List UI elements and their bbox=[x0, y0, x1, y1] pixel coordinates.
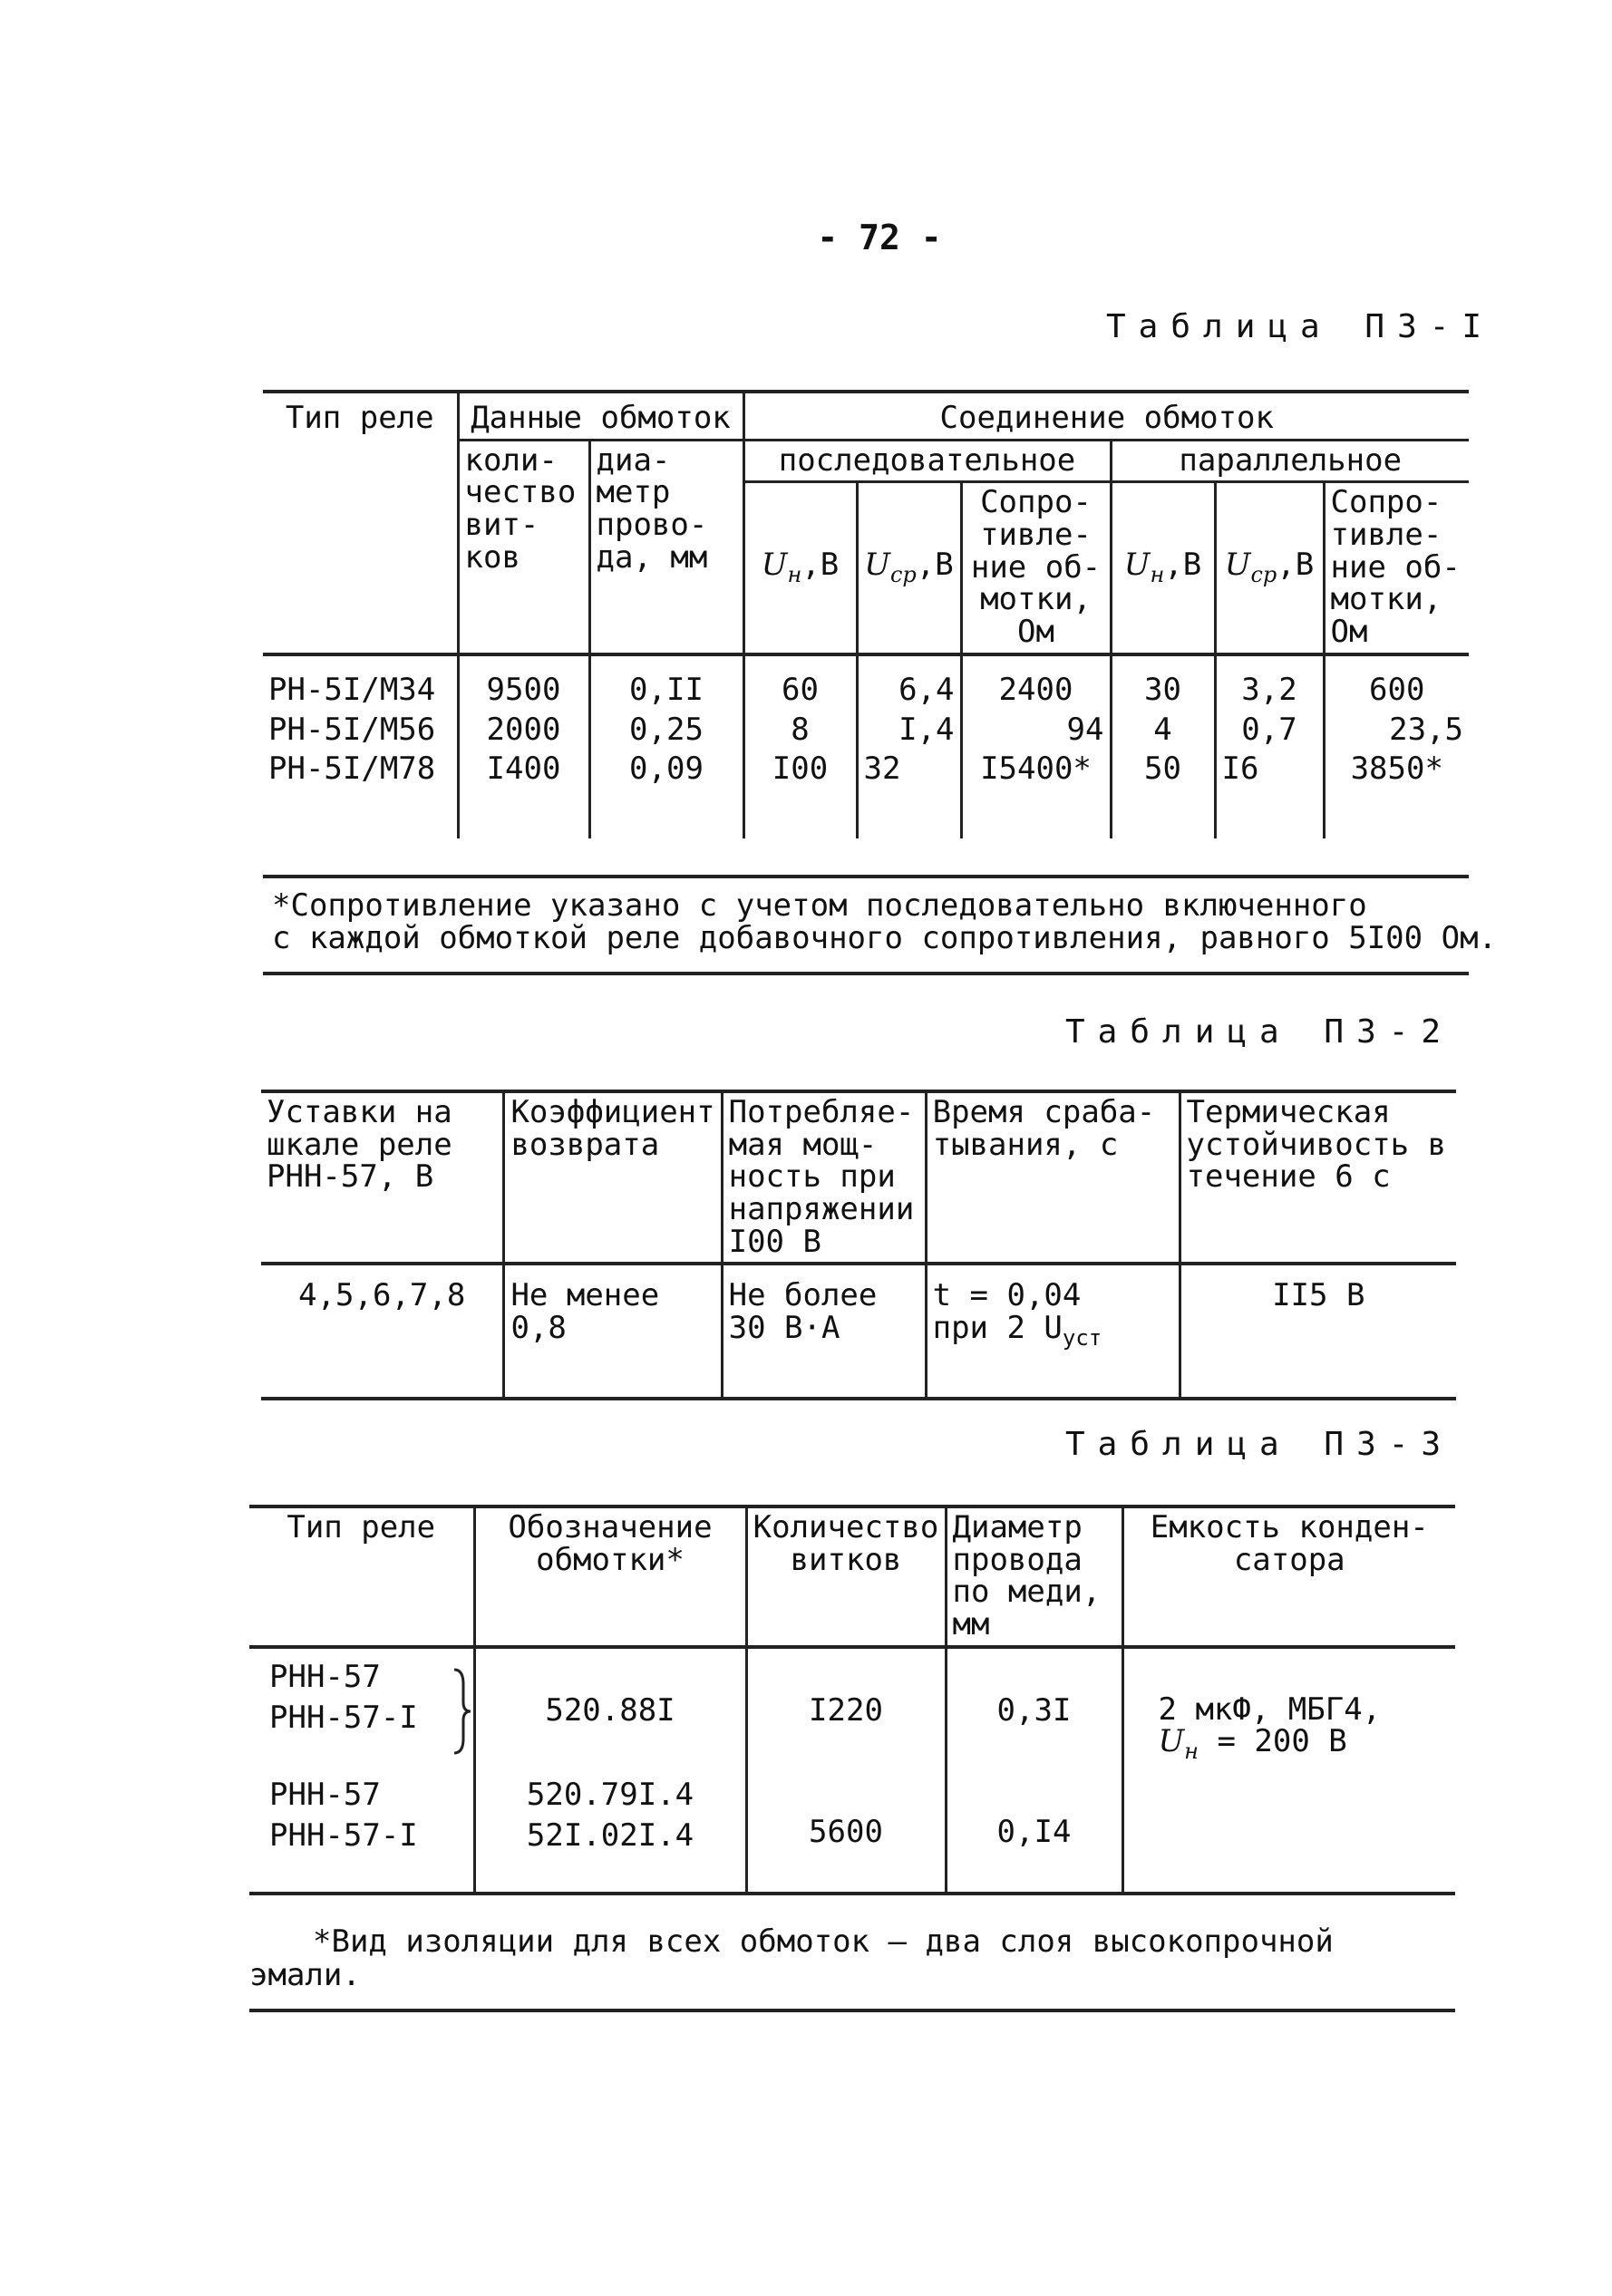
t3-header-turns: Количество витков bbox=[746, 1506, 946, 1647]
t1-cell-s-un: I00 bbox=[743, 750, 857, 838]
t1-footnote-rule bbox=[263, 972, 1469, 975]
t1-cell-p-un: 30 bbox=[1111, 654, 1215, 711]
t1-header-turns: коли-чество вит-ков bbox=[458, 440, 589, 654]
t1-cell-diam: 0,25 bbox=[589, 711, 743, 751]
t1-footnote-line1: *Сопротивление указано с учетом последовательно включенного bbox=[272, 887, 1367, 924]
t2-cell-return-coef: Не менее 0,8 bbox=[504, 1264, 722, 1399]
t3-cell-capacitance bbox=[1122, 1647, 1455, 1894]
t3-cell-diam: 0,3I bbox=[946, 1647, 1122, 1774]
t2-header-time: Время сраба-тывания, с bbox=[926, 1091, 1180, 1264]
t3-footnote-rule bbox=[249, 2009, 1455, 2012]
t1-cell-p-un: 4 bbox=[1111, 711, 1215, 751]
t2-header-settings: Уставки на шкале реле РНН-57, В bbox=[261, 1091, 504, 1264]
t1-cell-type: РН-5I/М78 bbox=[268, 751, 436, 788]
table2-caption: Таблица ПЗ-2 bbox=[1065, 1013, 1454, 1051]
t1-cell-diam: 0,II bbox=[589, 654, 743, 711]
t3-footnote-line1: *Вид изоляции для всех обмоток – два слоя высокопрочной bbox=[313, 1923, 1334, 1960]
t2-header-power: Потребляе-мая мощ-ность при напряжении I00 В bbox=[722, 1091, 926, 1264]
t3-cell-code bbox=[474, 1774, 746, 1894]
t1-header-windings: Данные обмоток bbox=[458, 392, 743, 440]
t1-cell-s-ucp: 6,4 bbox=[857, 654, 961, 711]
t1-cell-type: РН-5I/М56 bbox=[268, 711, 436, 748]
t1-header-series-ucp: $U_{ср},В$ bbox=[857, 482, 961, 654]
table3 bbox=[249, 1505, 1455, 1895]
t1-bottom-rule bbox=[263, 875, 1469, 878]
t1-header-connection: Соединение обмоток bbox=[743, 392, 1469, 440]
t3-cap-voltage: $U_н = 200$ В bbox=[1158, 1723, 1347, 1765]
t2-cell-settings: 4,5,6,7,8 bbox=[261, 1264, 504, 1399]
t3-type-line: РНН-57-I bbox=[269, 1817, 418, 1855]
t1-header-parallel-ucp: $U_{ср},В$ bbox=[1215, 482, 1324, 654]
t3-cell-type bbox=[249, 1647, 474, 1774]
t1-cell-p-ucp: I6 bbox=[1215, 750, 1324, 838]
t1-header-diameter: диа-метр прово-да, мм bbox=[589, 440, 743, 654]
table-row bbox=[249, 1647, 1455, 1774]
t3-cell-code: 520.88I bbox=[474, 1647, 746, 1774]
t1-cell-s-ucp: I,4 bbox=[857, 711, 961, 751]
t2-header-return-coef: Коэффициент возврата bbox=[504, 1091, 722, 1264]
t1-cell-p-ucp: 3,2 bbox=[1215, 654, 1324, 711]
t2-cell-time-formula: t = 0,04 bbox=[932, 1277, 1082, 1314]
t2-cell-thermal: II5 В bbox=[1180, 1264, 1456, 1399]
t1-cell-s-r: I5400* bbox=[961, 750, 1111, 838]
table-row bbox=[263, 711, 1469, 751]
t1-cell-p-r: 23,5 bbox=[1324, 711, 1469, 751]
t1-cell-type: РН-5I/М34 bbox=[268, 671, 436, 708]
t1-cell-p-r: 600 bbox=[1324, 654, 1469, 711]
t2-cell-time bbox=[926, 1264, 1180, 1399]
t3-header-designation: Обозначение обмотки* bbox=[474, 1506, 746, 1647]
t1-cell-s-r: 2400 bbox=[961, 654, 1111, 711]
t3-header-type: Тип реле bbox=[249, 1506, 474, 1647]
brace-icon bbox=[449, 1666, 476, 1757]
t1-header-parallel: параллельное bbox=[1111, 440, 1469, 482]
t3-type-line: РНН-57 bbox=[269, 1776, 381, 1813]
table-row bbox=[261, 1264, 1456, 1399]
t3-footnote-line2: эмали. bbox=[249, 1957, 361, 1993]
t1-cell-p-un: 50 bbox=[1111, 750, 1215, 838]
t1-header-series-un: $U_н,В$ bbox=[743, 482, 857, 654]
t1-cell-p-ucp: 0,7 bbox=[1215, 711, 1324, 751]
table-row bbox=[263, 654, 1469, 711]
t3-code-line: 520.79I.4 bbox=[526, 1776, 694, 1813]
t3-type-line: РНН-57-I bbox=[269, 1700, 418, 1737]
t1-cell-turns: 2000 bbox=[458, 711, 589, 751]
t1-cell-s-un: 60 bbox=[743, 654, 857, 711]
t3-code-line: 52I.02I.4 bbox=[526, 1817, 694, 1855]
t1-header-parallel-resistance: Сопро-тивле-ние об-мотки, Ом bbox=[1324, 482, 1469, 654]
t3-cell-type bbox=[249, 1774, 474, 1894]
t1-header-series: последовательное bbox=[743, 440, 1111, 482]
t1-header-type: Тип реле bbox=[263, 392, 458, 654]
t2-header-thermal: Термическая устойчивость в течение 6 с bbox=[1180, 1091, 1456, 1264]
t1-cell-s-un: 8 bbox=[743, 711, 857, 751]
t1-cell-s-r: 94 bbox=[961, 711, 1111, 751]
t3-header-capacitance: Емкость конден-сатора bbox=[1122, 1506, 1455, 1647]
table-row bbox=[263, 750, 1469, 838]
t3-type-line: РНН-57 bbox=[269, 1658, 381, 1695]
t3-cell-turns: 5600 bbox=[746, 1774, 946, 1894]
table2 bbox=[261, 1090, 1456, 1400]
t2-cell-power: Не более 30 В·А bbox=[722, 1264, 926, 1399]
page-number: - 72 - bbox=[817, 218, 942, 257]
t1-cell-s-ucp: 32 bbox=[857, 750, 961, 838]
t1-cell-p-r: 3850* bbox=[1324, 750, 1469, 838]
t1-header-parallel-un: $U_н,В$ bbox=[1111, 482, 1215, 654]
t2-cell-time-condition: при 2 $U_{уст}$ bbox=[932, 1310, 1102, 1351]
table1 bbox=[263, 390, 1469, 838]
t3-cell-diam: 0,I4 bbox=[946, 1774, 1122, 1894]
t3-cap-line: 2 мкФ, МБГ4, bbox=[1158, 1691, 1382, 1728]
t1-footnote-line2: с каждой обмоткой реле добавочного сопротивления, равного 5I00 Ом. bbox=[272, 920, 1498, 956]
t1-cell-turns: 9500 bbox=[458, 654, 589, 711]
t1-cell-diam: 0,09 bbox=[589, 750, 743, 838]
table1-caption: Таблица ПЗ-I bbox=[1106, 308, 1495, 345]
t3-cell-turns: I220 bbox=[746, 1647, 946, 1774]
t1-header-series-resistance: Сопро-тивле-ние об-мотки, Ом bbox=[961, 482, 1111, 654]
t3-header-diameter: Диаметр провода по меди, мм bbox=[946, 1506, 1122, 1647]
t1-cell-turns: I400 bbox=[458, 750, 589, 838]
table3-caption: Таблица ПЗ-3 bbox=[1065, 1426, 1454, 1463]
